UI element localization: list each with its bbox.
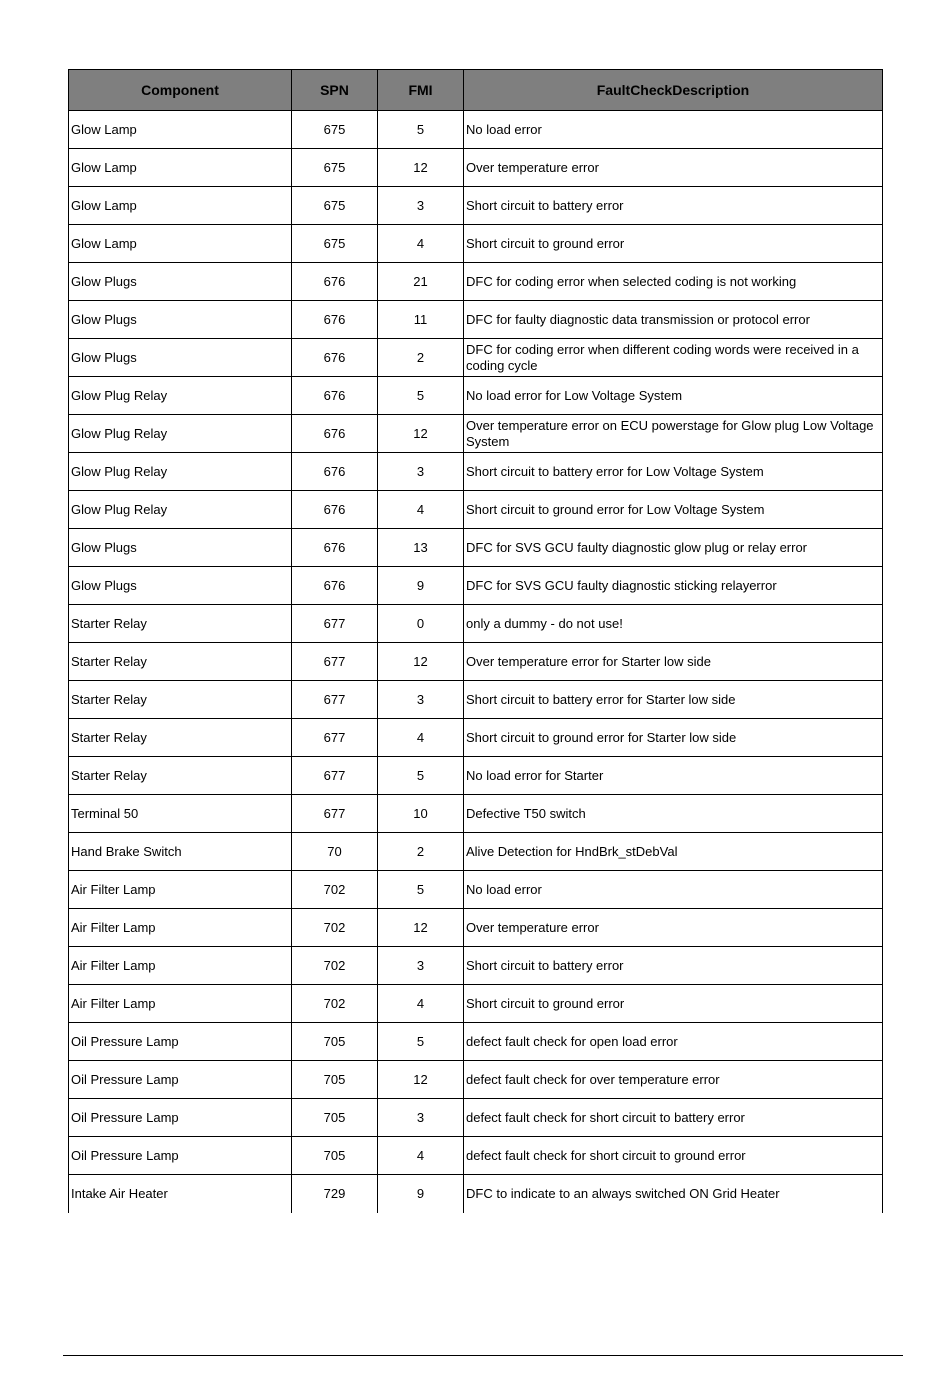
fmi-cell: 12 (378, 1061, 464, 1099)
fmi-cell: 21 (378, 263, 464, 301)
description-cell: DFC for faulty diagnostic data transmission or protocol error (464, 301, 883, 339)
table-header (69, 70, 883, 111)
header-row (69, 70, 883, 111)
description-cell: Short circuit to battery error for Low Voltage System (464, 453, 883, 491)
description-cell: No load error (464, 871, 883, 909)
spn-cell: 677 (292, 795, 378, 833)
component-cell: Hand Brake Switch (69, 833, 292, 871)
component-cell: Starter Relay (69, 719, 292, 757)
fmi-cell: 12 (378, 643, 464, 681)
spn-cell: 675 (292, 225, 378, 263)
fmi-cell: 10 (378, 795, 464, 833)
component-cell: Starter Relay (69, 605, 292, 643)
table-row (69, 149, 883, 187)
spn-cell: 702 (292, 909, 378, 947)
component-cell: Glow Plugs (69, 529, 292, 567)
table-row (69, 339, 883, 377)
description-cell: defect fault check for over temperature error (464, 1061, 883, 1099)
fmi-cell: 2 (378, 339, 464, 377)
fmi-cell: 11 (378, 301, 464, 339)
component-cell: Oil Pressure Lamp (69, 1137, 292, 1175)
component-cell: Glow Plugs (69, 263, 292, 301)
table-row (69, 491, 883, 529)
table-row (69, 1099, 883, 1137)
description-cell: DFC for SVS GCU faulty diagnostic glow plug or relay error (464, 529, 883, 567)
component-cell: Glow Lamp (69, 111, 292, 149)
spn-cell: 675 (292, 187, 378, 225)
description-cell: Defective T50 switch (464, 795, 883, 833)
table-row (69, 909, 883, 947)
fmi-cell: 3 (378, 947, 464, 985)
spn-cell: 676 (292, 529, 378, 567)
table-body (69, 111, 883, 1213)
table-row (69, 833, 883, 871)
fmi-cell: 5 (378, 111, 464, 149)
fmi-cell: 4 (378, 491, 464, 529)
component-cell: Glow Lamp (69, 149, 292, 187)
description-cell: defect fault check for open load error (464, 1023, 883, 1061)
table-row (69, 453, 883, 491)
description-cell: DFC for SVS GCU faulty diagnostic sticking relayerror (464, 567, 883, 605)
fmi-cell: 9 (378, 1175, 464, 1213)
description-cell: only a dummy - do not use! (464, 605, 883, 643)
table-row (69, 643, 883, 681)
table-row (69, 947, 883, 985)
table-row (69, 871, 883, 909)
spn-cell: 705 (292, 1023, 378, 1061)
table-row (69, 263, 883, 301)
fmi-cell: 5 (378, 1023, 464, 1061)
component-cell: Oil Pressure Lamp (69, 1023, 292, 1061)
spn-cell: 70 (292, 833, 378, 871)
description-cell: No load error for Starter (464, 757, 883, 795)
table-row (69, 985, 883, 1023)
spn-cell: 702 (292, 947, 378, 985)
fmi-cell: 3 (378, 187, 464, 225)
description-cell: defect fault check for short circuit to ground error (464, 1137, 883, 1175)
fmi-cell: 4 (378, 985, 464, 1023)
spn-cell: 676 (292, 491, 378, 529)
description-cell: Short circuit to ground error for Starter low side (464, 719, 883, 757)
component-cell: Starter Relay (69, 643, 292, 681)
spn-cell: 676 (292, 263, 378, 301)
header-fmi: FMI (378, 70, 464, 111)
table-row (69, 1061, 883, 1099)
component-cell: Air Filter Lamp (69, 947, 292, 985)
component-cell: Glow Plugs (69, 567, 292, 605)
fmi-cell: 4 (378, 225, 464, 263)
fmi-cell: 12 (378, 415, 464, 453)
component-cell: Starter Relay (69, 757, 292, 795)
spn-cell: 702 (292, 985, 378, 1023)
fmi-cell: 4 (378, 719, 464, 757)
description-cell: Over temperature error on ECU powerstage for Glow plug Low Voltage System (464, 415, 883, 453)
component-cell: Air Filter Lamp (69, 909, 292, 947)
table-row (69, 1023, 883, 1061)
description-cell: No load error for Low Voltage System (464, 377, 883, 415)
fmi-cell: 5 (378, 757, 464, 795)
spn-cell: 702 (292, 871, 378, 909)
spn-cell: 676 (292, 301, 378, 339)
fmi-cell: 3 (378, 453, 464, 491)
component-cell: Glow Plug Relay (69, 377, 292, 415)
table-row (69, 719, 883, 757)
spn-cell: 677 (292, 757, 378, 795)
description-cell: Short circuit to ground error (464, 985, 883, 1023)
header-spn: SPN (292, 70, 378, 111)
description-cell: No load error (464, 111, 883, 149)
table-row (69, 567, 883, 605)
component-cell: Glow Plug Relay (69, 491, 292, 529)
table-row (69, 187, 883, 225)
component-cell: Intake Air Heater (69, 1175, 292, 1213)
fmi-cell: 0 (378, 605, 464, 643)
spn-cell: 677 (292, 605, 378, 643)
fmi-cell: 5 (378, 377, 464, 415)
description-cell: DFC to indicate to an always switched ON Grid Heater (464, 1175, 883, 1213)
component-cell: Glow Plugs (69, 301, 292, 339)
table-row (69, 377, 883, 415)
description-cell: Short circuit to battery error (464, 947, 883, 985)
spn-cell: 705 (292, 1099, 378, 1137)
table-row (69, 795, 883, 833)
table-row (69, 301, 883, 339)
component-cell: Glow Plugs (69, 339, 292, 377)
fmi-cell: 3 (378, 1099, 464, 1137)
description-cell: Over temperature error (464, 909, 883, 947)
spn-cell: 675 (292, 111, 378, 149)
component-cell: Terminal 50 (69, 795, 292, 833)
spn-cell: 676 (292, 415, 378, 453)
fmi-cell: 4 (378, 1137, 464, 1175)
table-row (69, 757, 883, 795)
fmi-cell: 5 (378, 871, 464, 909)
fmi-cell: 13 (378, 529, 464, 567)
component-cell: Glow Lamp (69, 187, 292, 225)
description-cell: Over temperature error (464, 149, 883, 187)
fmi-cell: 12 (378, 909, 464, 947)
description-cell: Short circuit to battery error for Starter low side (464, 681, 883, 719)
spn-cell: 729 (292, 1175, 378, 1213)
table-row (69, 605, 883, 643)
fault-code-table (68, 69, 883, 1213)
table-row (69, 529, 883, 567)
component-cell: Air Filter Lamp (69, 985, 292, 1023)
table-row (69, 1175, 883, 1213)
component-cell: Oil Pressure Lamp (69, 1099, 292, 1137)
fmi-cell: 12 (378, 149, 464, 187)
description-cell: DFC for coding error when selected coding is not working (464, 263, 883, 301)
spn-cell: 676 (292, 567, 378, 605)
description-cell: Short circuit to ground error (464, 225, 883, 263)
spn-cell: 676 (292, 453, 378, 491)
description-cell: DFC for coding error when different coding words were received in a coding cycle (464, 339, 883, 377)
spn-cell: 675 (292, 149, 378, 187)
spn-cell: 676 (292, 377, 378, 415)
table-row (69, 111, 883, 149)
table-row (69, 225, 883, 263)
fmi-cell: 3 (378, 681, 464, 719)
component-cell: Starter Relay (69, 681, 292, 719)
spn-cell: 705 (292, 1137, 378, 1175)
spn-cell: 677 (292, 643, 378, 681)
description-cell: defect fault check for short circuit to battery error (464, 1099, 883, 1137)
fmi-cell: 2 (378, 833, 464, 871)
description-cell: Alive Detection for HndBrk_stDebVal (464, 833, 883, 871)
fmi-cell: 9 (378, 567, 464, 605)
component-cell: Glow Lamp (69, 225, 292, 263)
header-description: FaultCheckDescription (464, 70, 883, 111)
spn-cell: 676 (292, 339, 378, 377)
table-row (69, 681, 883, 719)
footer-divider (63, 1355, 903, 1356)
table-row (69, 415, 883, 453)
description-cell: Short circuit to battery error (464, 187, 883, 225)
spn-cell: 705 (292, 1061, 378, 1099)
spn-cell: 677 (292, 719, 378, 757)
description-cell: Short circuit to ground error for Low Voltage System (464, 491, 883, 529)
component-cell: Glow Plug Relay (69, 453, 292, 491)
spn-cell: 677 (292, 681, 378, 719)
component-cell: Oil Pressure Lamp (69, 1061, 292, 1099)
description-cell: Over temperature error for Starter low side (464, 643, 883, 681)
table-row (69, 1137, 883, 1175)
header-component: Component (69, 70, 292, 111)
component-cell: Air Filter Lamp (69, 871, 292, 909)
component-cell: Glow Plug Relay (69, 415, 292, 453)
